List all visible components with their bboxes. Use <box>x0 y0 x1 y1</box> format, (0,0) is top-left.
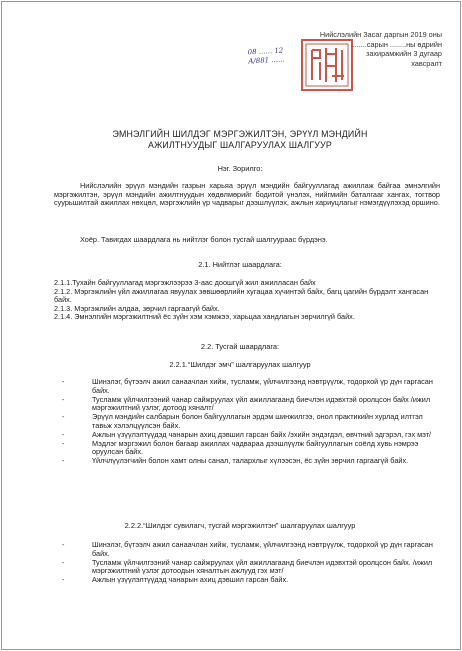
appendix-line: ........сарын ........ны өдрийн <box>350 39 442 49</box>
appendix-line: захирамжийн 3 дугаар <box>365 49 442 58</box>
document-title <box>70 129 410 151</box>
appendix-line: хавсралт <box>411 58 442 68</box>
section2-paragraph: Хоёр. Тавигдах шаардлага нь нийтлэг болон тусгай шалгуураас бүрдэнэ. <box>80 235 328 244</box>
list-item: - Ажлын үзүүлэлтүүдэд чанарын ахиц дэвшил гарсан байх. <box>62 575 289 585</box>
list-item: - Шинэлэг, бүтээлч ажил санаачлан хийж, тусламж, үйлчилгээнд нэвтрүүлж, тодорхой үр дүн гаргасан байх. <box>62 540 433 558</box>
list-item: - Тусламж үйлчилгээний чанар сайжруулах үйл ажиллагаанд биечлэн идэвхтэй оролцсон байх /ижил мэргэжилтний үзлэг, дотоод хяналт/ <box>62 394 431 413</box>
list-item: 2.1.1.Тухайн байгууллагад мэргэжлээрээ 3-аас доошгүй жил ажилласан байх <box>54 278 316 287</box>
list-item: 2.1.2. Мэргэжлийн үйл ажиллагаа явуулах зөвшөөрлийн хугацаа хүчинтэй байх, багц цагийн бүрдэлт хангасан байх. <box>54 286 429 305</box>
list-item: - Ажлын үзүүлэлтүүдэд чанарын ахиц дэвшил гарсан байх /эхийн эндэгдэл, өвчтний эдгэрэл, гэх мэт/ <box>62 429 432 439</box>
title-line: ЭМНЭЛГИЙН ШИЛДЭГ МЭРГЭЖИЛТЭН, ЭРҮҮЛ МЭНДИЙН <box>112 129 368 139</box>
best-nurse-criteria <box>62 541 436 585</box>
best-doctor-heading: 2.2.1.“Шилдэг эмч” шалгаруулах шалгуур <box>169 360 311 369</box>
general-requirements-heading: 2.1. Нийтлэг шаардлага: <box>198 260 282 269</box>
section-heading-purpose: Нэг. Зорилго: <box>217 164 263 173</box>
list-item: - Үйлчлүүлэгчийн болон хамт олны санал, талархлыг хүлээсэн, ёс зүйн зөрчил гаргаагүй байх. <box>62 456 409 466</box>
best-doctor-criteria <box>62 378 436 466</box>
list-item: - Шинэлэг, бүтээлч ажил санаачлан хийж, тусламж, үйлчилгээнд нэвтрүүлж, тодорхой үр дүн гаргасан байх. <box>62 377 433 395</box>
title-line: АЖИЛТНУУДЫГ ШАЛГАРУУЛАХ ШАЛГУУР <box>148 140 332 150</box>
list-item: 2.1.3. Мэргэжлийн алдаа, зөрчил гаргаагүй байх. <box>54 303 220 313</box>
list-item: - Мэдлэг мэргэжил болон багаар ажиллах чадвараа дээшлүүлж байгууллагын соёлд хувь нэмрээ оруулсан байх. <box>62 438 419 457</box>
list-item: - Эрүүл мэндийн салбарын болон байгууллагын эрдэм шинжилгээ, онол практикийн хурлад илтгэл тавьж хэлэлцүүлсэн байх. <box>62 412 423 430</box>
intro-paragraph: Нийслэлийн эрүүл мэндийн газрын харьяа эрүүл мэндийн байгууллагад ажиллаж байгаа эмнэлгийн мэргэжилтэн, эрүүл мэндийн ажилтнуудын хөдөлмөрийг бодитой үнэлэх, нийгмийн баталгааг хангах, тогтвор суурьшилтай ажиллах нөхцөл, мэргэжлийн үр чадварыг дээшлүүлэх, ажлын хариуцлагыг нэмэгдүүлэхэд оршино. <box>54 181 440 208</box>
handwritten-date: 08 ...... 12 <box>247 46 284 57</box>
list-item: 2.1.4. Эмнэлгийн мэргэжилтний ёс зүйн хэм хэмжээ, харьцаа хандлагын зөрчилгүй байх. <box>54 312 355 322</box>
best-nurse-heading: 2.2.2.“Шилдэг сувилагч, тусгай мэргэжилтэн” шалгаруулах шалгуур <box>124 521 356 530</box>
appendix-line: Нийслэлийн Засаг даргын 2019 оны <box>319 30 442 39</box>
handwritten-number <box>247 46 300 71</box>
handwritten-ref: А/881 ...... <box>247 55 285 66</box>
official-seal-icon <box>298 36 356 94</box>
list-item: - Тусламж үйлчилгээний чанар сайжруулах үйл ажиллагаанд биечлэн идэвхтэй оролцсон байх. /ижил мэргэжилтний үзлэг дотоодын хяналтын ажлууд гэх мэт/ <box>62 557 433 576</box>
general-requirements-list <box>54 279 440 322</box>
special-requirements-heading: 2.2. Тусгай шаардлага: <box>200 342 280 351</box>
